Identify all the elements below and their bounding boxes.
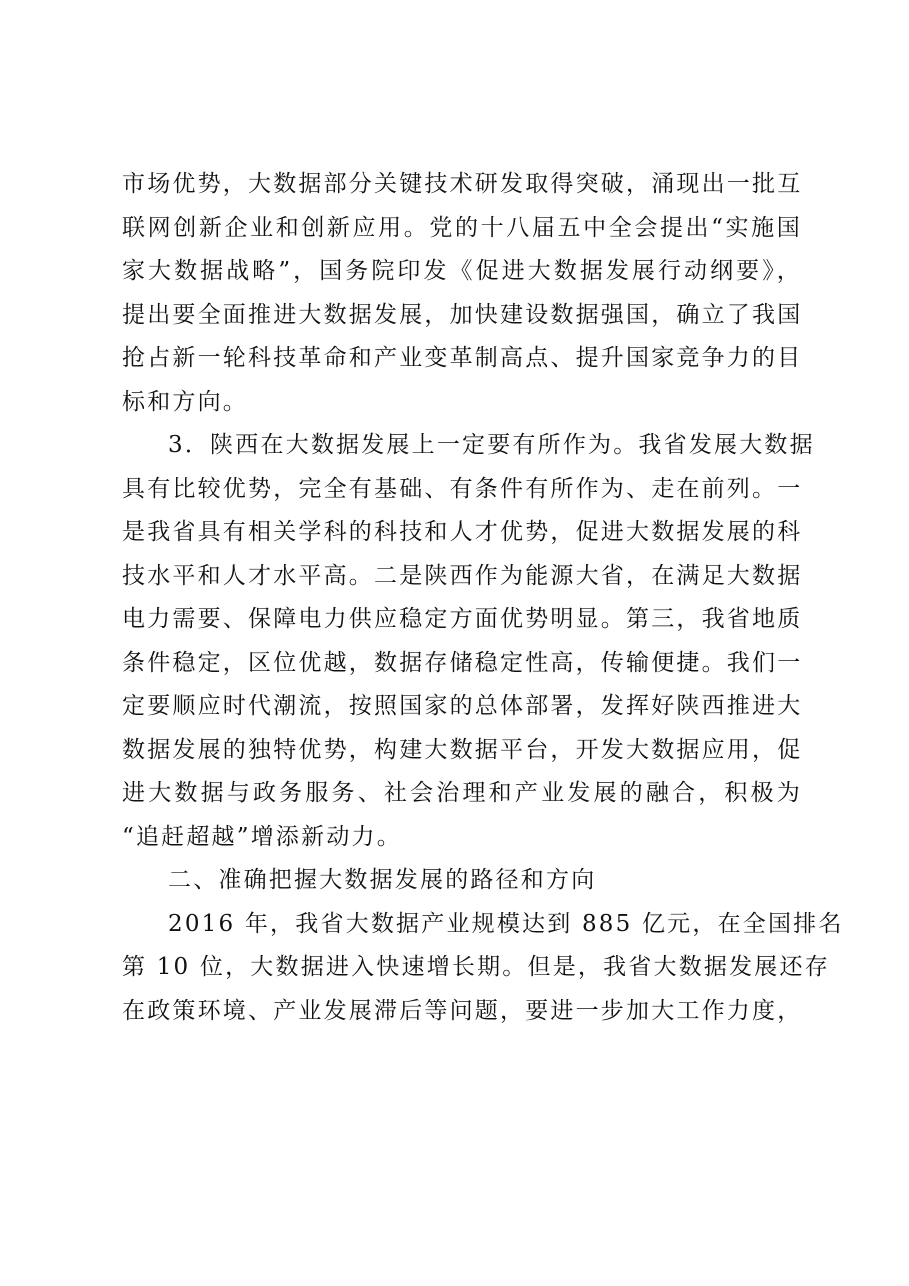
text-line: 在政策环境、产业发展滞后等问题，要进一步加大工作力度， (122, 997, 803, 1024)
text-line: 条件稳定，区位优越，数据存储稳定性高，传输便捷。我们一 (122, 649, 803, 676)
section-heading-text: 二、准确把握大数据发展的路径和方向 (168, 867, 597, 893)
text-line: “追赶超越”增添新动力。 (122, 823, 402, 850)
text-line: 家大数据战略”，国务院印发《促进大数据发展行动纲要》， (122, 258, 802, 284)
text-line: 是我省具有相关学科的科技和人才优势，促进大数据发展的科 (122, 519, 803, 545)
text-line: 第 10 位，大数据进入快速增长期。但是，我省大数据发展还存 (122, 954, 830, 980)
text-line: 市场优势，大数据部分关键技术研发取得突破，涌现出一批互 (122, 171, 803, 197)
paragraph-3 (122, 903, 844, 1034)
paragraph-2 (122, 424, 815, 859)
text-line: 抢占新一轮科技革命和产业变革制高点、提升国家竞争力的目 (122, 345, 803, 371)
text-line: 3．陕西在大数据发展上一定要有所作为。我省发展大数据 (168, 432, 815, 458)
document-body (122, 163, 844, 1033)
text-line: 联网创新企业和创新应用。党的十八届五中全会提出“实施国 (122, 214, 802, 241)
text-line: 具有比较优势，完全有基础、有条件有所作为、走在前列。一 (122, 475, 803, 502)
text-line: 技水平和人才水平高。二是陕西作为能源大省，在满足大数据 (122, 562, 803, 589)
text-line: 定要顺应时代潮流，按照国家的总体部署，发挥好陕西推进大 (122, 693, 803, 719)
text-line: 标和方向。 (122, 388, 248, 415)
text-line: 进大数据与政务服务、社会治理和产业发展的融合，积极为 (122, 780, 802, 806)
section-heading (122, 859, 802, 903)
text-line: 电力需要、保障电力供应稳定方面优势明显。第三，我省地质 (122, 606, 803, 632)
text-line: 数据发展的独特优势，构建大数据平台，开发大数据应用，促 (122, 736, 803, 763)
paragraph-1 (122, 163, 802, 424)
text-line: 提出要全面推进大数据发展，加快建设数据强国，确立了我国 (122, 301, 803, 328)
text-line: 2016 年，我省大数据产业规模达到 885 亿元，在全国排名 (168, 910, 844, 937)
